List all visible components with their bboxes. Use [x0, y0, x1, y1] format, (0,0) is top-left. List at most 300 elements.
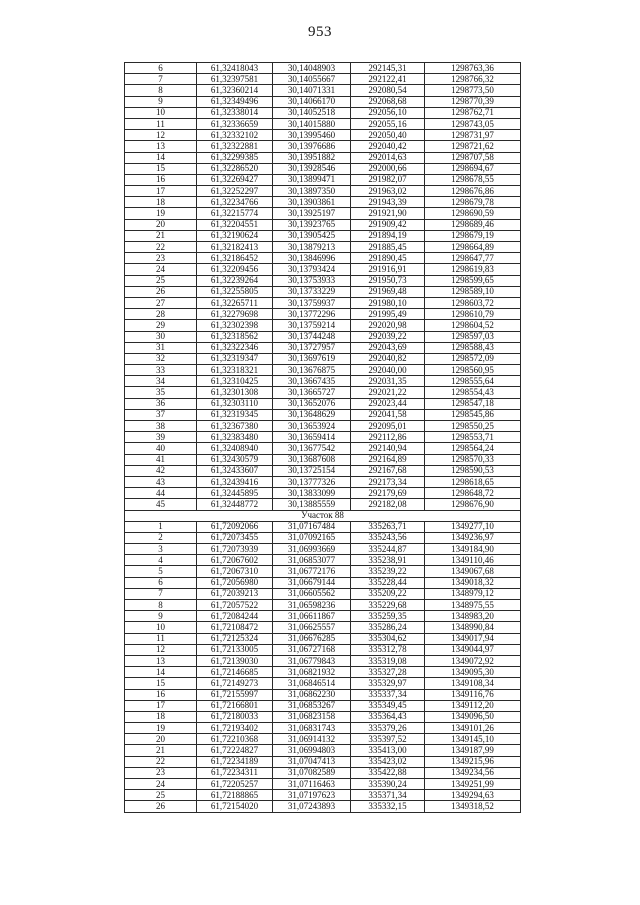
- latitude-cell: 61,32319347: [197, 353, 273, 364]
- table-row: [125, 723, 521, 734]
- latitude-cell: 61,72154020: [197, 801, 273, 812]
- x-coordinate-cell: 292145,31: [351, 63, 425, 74]
- x-coordinate-cell: 291963,02: [351, 186, 425, 197]
- x-coordinate-cell: 335238,91: [351, 555, 425, 566]
- point-number-cell: 6: [125, 577, 197, 588]
- longitude-cell: 31,06862230: [273, 689, 351, 700]
- latitude-cell: 61,32318562: [197, 331, 273, 342]
- y-coordinate-cell: 1298599,65: [425, 275, 521, 286]
- longitude-cell: 30,13653924: [273, 421, 351, 432]
- point-number-cell: 11: [125, 633, 197, 644]
- latitude-cell: 61,32265711: [197, 297, 273, 308]
- point-number-cell: 2: [125, 532, 197, 543]
- longitude-cell: 30,13846996: [273, 253, 351, 264]
- table-row: [125, 767, 521, 778]
- latitude-cell: 61,32301308: [197, 387, 273, 398]
- longitude-cell: 30,13744248: [273, 331, 351, 342]
- latitude-cell: 61,32439416: [197, 476, 273, 487]
- latitude-cell: 61,32303110: [197, 398, 273, 409]
- y-coordinate-cell: 1298664,89: [425, 242, 521, 253]
- y-coordinate-cell: 1298678,55: [425, 174, 521, 185]
- y-coordinate-cell: 1298763,36: [425, 63, 521, 74]
- table-row: [125, 745, 521, 756]
- table-row: [125, 163, 521, 174]
- longitude-cell: 30,13648629: [273, 409, 351, 420]
- longitude-cell: 30,13725154: [273, 465, 351, 476]
- x-coordinate-cell: 292040,82: [351, 353, 425, 364]
- point-number-cell: 10: [125, 622, 197, 633]
- x-coordinate-cell: 292000,66: [351, 163, 425, 174]
- latitude-cell: 61,72067310: [197, 566, 273, 577]
- x-coordinate-cell: 292122,41: [351, 74, 425, 85]
- x-coordinate-cell: 335312,78: [351, 644, 425, 655]
- latitude-cell: 61,72224827: [197, 745, 273, 756]
- longitude-cell: 30,13665727: [273, 387, 351, 398]
- x-coordinate-cell: 292023,44: [351, 398, 425, 409]
- latitude-cell: 61,32279698: [197, 309, 273, 320]
- y-coordinate-cell: 1349236,97: [425, 532, 521, 543]
- x-coordinate-cell: 335413,00: [351, 745, 425, 756]
- point-number-cell: 37: [125, 409, 197, 420]
- latitude-cell: 61,72193402: [197, 723, 273, 734]
- coordinates-table-body-plot-a: [125, 63, 521, 511]
- longitude-cell: 30,13652076: [273, 398, 351, 409]
- longitude-cell: 30,13677542: [273, 443, 351, 454]
- y-coordinate-cell: 1349044,97: [425, 644, 521, 655]
- table-row: [125, 286, 521, 297]
- y-coordinate-cell: 1298564,24: [425, 443, 521, 454]
- x-coordinate-cell: 291921,90: [351, 208, 425, 219]
- point-number-cell: 44: [125, 488, 197, 499]
- table-row: [125, 644, 521, 655]
- table-row: [125, 756, 521, 767]
- point-number-cell: 18: [125, 711, 197, 722]
- point-number-cell: 28: [125, 309, 197, 320]
- latitude-cell: 61,32383480: [197, 432, 273, 443]
- x-coordinate-cell: 335422,88: [351, 767, 425, 778]
- longitude-cell: 31,06611867: [273, 611, 351, 622]
- table-row: [125, 678, 521, 689]
- x-coordinate-cell: 291885,45: [351, 242, 425, 253]
- x-coordinate-cell: 335349,45: [351, 700, 425, 711]
- latitude-cell: 61,72188865: [197, 790, 273, 801]
- longitude-cell: 30,14071331: [273, 85, 351, 96]
- latitude-cell: 61,32286520: [197, 163, 273, 174]
- x-coordinate-cell: 291894,19: [351, 230, 425, 241]
- y-coordinate-cell: 1349116,76: [425, 689, 521, 700]
- table-row: [125, 130, 521, 141]
- y-coordinate-cell: 1349110,46: [425, 555, 521, 566]
- y-coordinate-cell: 1298588,43: [425, 342, 521, 353]
- x-coordinate-cell: 335319,08: [351, 655, 425, 666]
- latitude-cell: 61,72056980: [197, 577, 273, 588]
- y-coordinate-cell: 1349184,90: [425, 544, 521, 555]
- longitude-cell: 31,06853077: [273, 555, 351, 566]
- x-coordinate-cell: 335209,22: [351, 588, 425, 599]
- x-coordinate-cell: 292056,10: [351, 107, 425, 118]
- y-coordinate-cell: 1349101,26: [425, 723, 521, 734]
- latitude-cell: 61,72139030: [197, 655, 273, 666]
- y-coordinate-cell: 1298731,97: [425, 130, 521, 141]
- x-coordinate-cell: 291982,07: [351, 174, 425, 185]
- y-coordinate-cell: 1349277,10: [425, 521, 521, 532]
- table-row: [125, 230, 521, 241]
- point-number-cell: 39: [125, 432, 197, 443]
- y-coordinate-cell: 1298707,58: [425, 152, 521, 163]
- y-coordinate-cell: 1298597,03: [425, 331, 521, 342]
- y-coordinate-cell: 1298554,43: [425, 387, 521, 398]
- y-coordinate-cell: 1349096,50: [425, 711, 521, 722]
- latitude-cell: 61,32302398: [197, 320, 273, 331]
- table-row: [125, 801, 521, 812]
- latitude-cell: 61,72125324: [197, 633, 273, 644]
- x-coordinate-cell: 292182,08: [351, 499, 425, 510]
- table-row: [125, 600, 521, 611]
- table-row: [125, 331, 521, 342]
- latitude-cell: 61,32397581: [197, 74, 273, 85]
- table-row: [125, 711, 521, 722]
- longitude-cell: 31,06779843: [273, 655, 351, 666]
- point-number-cell: 17: [125, 700, 197, 711]
- table-row: [125, 521, 521, 532]
- longitude-cell: 30,13733229: [273, 286, 351, 297]
- point-number-cell: 9: [125, 96, 197, 107]
- y-coordinate-cell: 1298610,79: [425, 309, 521, 320]
- table-row: [125, 454, 521, 465]
- point-number-cell: 12: [125, 644, 197, 655]
- x-coordinate-cell: 335371,34: [351, 790, 425, 801]
- latitude-cell: 61,32190624: [197, 230, 273, 241]
- point-number-cell: 4: [125, 555, 197, 566]
- point-number-cell: 26: [125, 286, 197, 297]
- x-coordinate-cell: 292179,69: [351, 488, 425, 499]
- point-number-cell: 8: [125, 600, 197, 611]
- point-number-cell: 9: [125, 611, 197, 622]
- table-row: [125, 219, 521, 230]
- longitude-cell: 30,13727957: [273, 342, 351, 353]
- point-number-cell: 34: [125, 376, 197, 387]
- latitude-cell: 61,32299385: [197, 152, 273, 163]
- x-coordinate-cell: 291995,49: [351, 309, 425, 320]
- table-row: [125, 488, 521, 499]
- point-number-cell: 27: [125, 297, 197, 308]
- longitude-cell: 31,06772176: [273, 566, 351, 577]
- latitude-cell: 61,72155997: [197, 689, 273, 700]
- longitude-cell: 30,13879213: [273, 242, 351, 253]
- point-number-cell: 20: [125, 734, 197, 745]
- longitude-cell: 30,14055667: [273, 74, 351, 85]
- y-coordinate-cell: 1349251,99: [425, 779, 521, 790]
- latitude-cell: 61,72205257: [197, 779, 273, 790]
- y-coordinate-cell: 1298773,50: [425, 85, 521, 96]
- table-row: [125, 85, 521, 96]
- x-coordinate-cell: 335390,24: [351, 779, 425, 790]
- point-number-cell: 16: [125, 174, 197, 185]
- table-row: [125, 432, 521, 443]
- table-row: [125, 611, 521, 622]
- longitude-cell: 30,13833099: [273, 488, 351, 499]
- table-row: [125, 376, 521, 387]
- point-number-cell: 1: [125, 521, 197, 532]
- longitude-cell: 31,07082589: [273, 767, 351, 778]
- longitude-cell: 31,06823158: [273, 711, 351, 722]
- point-number-cell: 15: [125, 163, 197, 174]
- y-coordinate-cell: 1298676,86: [425, 186, 521, 197]
- longitude-cell: 31,07197623: [273, 790, 351, 801]
- x-coordinate-cell: 291916,91: [351, 264, 425, 275]
- table-row: [125, 700, 521, 711]
- table-row: [125, 566, 521, 577]
- longitude-cell: 30,13753933: [273, 275, 351, 286]
- table-row: [125, 465, 521, 476]
- point-number-cell: 19: [125, 723, 197, 734]
- x-coordinate-cell: 335239,22: [351, 566, 425, 577]
- x-coordinate-cell: 292080,54: [351, 85, 425, 96]
- table-row: [125, 63, 521, 74]
- longitude-cell: 30,13667435: [273, 376, 351, 387]
- y-coordinate-cell: 1298604,52: [425, 320, 521, 331]
- x-coordinate-cell: 292020,98: [351, 320, 425, 331]
- latitude-cell: 61,32445895: [197, 488, 273, 499]
- y-coordinate-cell: 1298770,39: [425, 96, 521, 107]
- y-coordinate-cell: 1298553,71: [425, 432, 521, 443]
- table-row: [125, 577, 521, 588]
- y-coordinate-cell: 1298648,72: [425, 488, 521, 499]
- point-number-cell: 5: [125, 566, 197, 577]
- x-coordinate-cell: 335229,68: [351, 600, 425, 611]
- table-row: [125, 689, 521, 700]
- x-coordinate-cell: 335327,28: [351, 667, 425, 678]
- x-coordinate-cell: 291909,42: [351, 219, 425, 230]
- longitude-cell: 31,06676285: [273, 633, 351, 644]
- x-coordinate-cell: 335259,35: [351, 611, 425, 622]
- longitude-cell: 30,13995460: [273, 130, 351, 141]
- point-number-cell: 25: [125, 275, 197, 286]
- longitude-cell: 31,07243893: [273, 801, 351, 812]
- latitude-cell: 61,72084244: [197, 611, 273, 622]
- latitude-cell: 61,32215774: [197, 208, 273, 219]
- point-number-cell: 25: [125, 790, 197, 801]
- latitude-cell: 61,72092066: [197, 521, 273, 532]
- latitude-cell: 61,32319345: [197, 409, 273, 420]
- table-row: [125, 141, 521, 152]
- point-number-cell: 20: [125, 219, 197, 230]
- table-row: [125, 242, 521, 253]
- point-number-cell: 36: [125, 398, 197, 409]
- longitude-cell: 31,06625557: [273, 622, 351, 633]
- y-coordinate-cell: 1298560,95: [425, 365, 521, 376]
- point-number-cell: 6: [125, 63, 197, 74]
- y-coordinate-cell: 1348990,84: [425, 622, 521, 633]
- longitude-cell: 30,14015880: [273, 118, 351, 129]
- x-coordinate-cell: 335263,71: [351, 521, 425, 532]
- y-coordinate-cell: 1298689,46: [425, 219, 521, 230]
- table-row: [125, 208, 521, 219]
- longitude-cell: 30,13905425: [273, 230, 351, 241]
- latitude-cell: 61,72210368: [197, 734, 273, 745]
- y-coordinate-cell: 1349234,56: [425, 767, 521, 778]
- latitude-cell: 61,72166801: [197, 700, 273, 711]
- latitude-cell: 61,32360214: [197, 85, 273, 96]
- latitude-cell: 61,32255805: [197, 286, 273, 297]
- latitude-cell: 61,72180033: [197, 711, 273, 722]
- table-row: [125, 544, 521, 555]
- latitude-cell: 61,32332102: [197, 130, 273, 141]
- table-row: [125, 532, 521, 543]
- y-coordinate-cell: 1298618,65: [425, 476, 521, 487]
- latitude-cell: 61,32209456: [197, 264, 273, 275]
- point-number-cell: 24: [125, 779, 197, 790]
- latitude-cell: 61,32239264: [197, 275, 273, 286]
- y-coordinate-cell: 1298547,18: [425, 398, 521, 409]
- y-coordinate-cell: 1298721,62: [425, 141, 521, 152]
- y-coordinate-cell: 1349067,68: [425, 566, 521, 577]
- point-number-cell: 33: [125, 365, 197, 376]
- x-coordinate-cell: 335379,26: [351, 723, 425, 734]
- y-coordinate-cell: 1349112,20: [425, 700, 521, 711]
- y-coordinate-cell: 1298647,77: [425, 253, 521, 264]
- table-row: [125, 275, 521, 286]
- latitude-cell: 61,32433607: [197, 465, 273, 476]
- table-row: [125, 421, 521, 432]
- table-row: [125, 309, 521, 320]
- x-coordinate-cell: 335423,02: [351, 756, 425, 767]
- longitude-cell: 30,13676875: [273, 365, 351, 376]
- y-coordinate-cell: 1298676,90: [425, 499, 521, 510]
- longitude-cell: 31,06846514: [273, 678, 351, 689]
- latitude-cell: 61,72039213: [197, 588, 273, 599]
- longitude-cell: 30,13759937: [273, 297, 351, 308]
- point-number-cell: 21: [125, 230, 197, 241]
- y-coordinate-cell: 1349215,96: [425, 756, 521, 767]
- point-number-cell: 26: [125, 801, 197, 812]
- longitude-cell: 30,13772296: [273, 309, 351, 320]
- point-number-cell: 13: [125, 141, 197, 152]
- point-number-cell: 45: [125, 499, 197, 510]
- longitude-cell: 30,13793424: [273, 264, 351, 275]
- latitude-cell: 61,72234189: [197, 756, 273, 767]
- point-number-cell: 38: [125, 421, 197, 432]
- latitude-cell: 61,32418043: [197, 63, 273, 74]
- table-row: [125, 74, 521, 85]
- point-number-cell: 22: [125, 242, 197, 253]
- longitude-cell: 30,13885559: [273, 499, 351, 510]
- x-coordinate-cell: 292021,22: [351, 387, 425, 398]
- x-coordinate-cell: 292140,94: [351, 443, 425, 454]
- point-number-cell: 41: [125, 454, 197, 465]
- x-coordinate-cell: 335304,62: [351, 633, 425, 644]
- x-coordinate-cell: 335243,56: [351, 532, 425, 543]
- latitude-cell: 61,32349496: [197, 96, 273, 107]
- point-number-cell: 23: [125, 767, 197, 778]
- point-number-cell: 16: [125, 689, 197, 700]
- longitude-cell: 30,13777326: [273, 476, 351, 487]
- y-coordinate-cell: 1349294,63: [425, 790, 521, 801]
- x-coordinate-cell: 292173,34: [351, 476, 425, 487]
- point-number-cell: 19: [125, 208, 197, 219]
- x-coordinate-cell: 292031,35: [351, 376, 425, 387]
- table-row: [125, 443, 521, 454]
- point-number-cell: 15: [125, 678, 197, 689]
- table-row: [125, 186, 521, 197]
- point-number-cell: 8: [125, 85, 197, 96]
- longitude-cell: 31,06994803: [273, 745, 351, 756]
- longitude-cell: 31,07047413: [273, 756, 351, 767]
- longitude-cell: 30,13897350: [273, 186, 351, 197]
- latitude-cell: 61,32408940: [197, 443, 273, 454]
- x-coordinate-cell: 292040,42: [351, 141, 425, 152]
- x-coordinate-cell: 292055,16: [351, 118, 425, 129]
- y-coordinate-cell: 1349318,52: [425, 801, 521, 812]
- point-number-cell: 40: [125, 443, 197, 454]
- x-coordinate-cell: 292112,86: [351, 432, 425, 443]
- longitude-cell: 31,06605562: [273, 588, 351, 599]
- y-coordinate-cell: 1348983,20: [425, 611, 521, 622]
- longitude-cell: 31,06727168: [273, 644, 351, 655]
- latitude-cell: 61,32318321: [197, 365, 273, 376]
- table-row: [125, 96, 521, 107]
- x-coordinate-cell: 335332,15: [351, 801, 425, 812]
- coordinates-table-body-plot-88: [125, 521, 521, 812]
- latitude-cell: 61,32430579: [197, 454, 273, 465]
- x-coordinate-cell: 292050,40: [351, 130, 425, 141]
- point-number-cell: 30: [125, 331, 197, 342]
- y-coordinate-cell: 1298555,64: [425, 376, 521, 387]
- x-coordinate-cell: 291969,48: [351, 286, 425, 297]
- x-coordinate-cell: 292041,58: [351, 409, 425, 420]
- y-coordinate-cell: 1298743,05: [425, 118, 521, 129]
- x-coordinate-cell: 291890,45: [351, 253, 425, 264]
- y-coordinate-cell: 1349108,34: [425, 678, 521, 689]
- longitude-cell: 30,13759214: [273, 320, 351, 331]
- table-row: [125, 353, 521, 364]
- latitude-cell: 61,72149273: [197, 678, 273, 689]
- x-coordinate-cell: 292164,89: [351, 454, 425, 465]
- section-header-row: [125, 510, 521, 521]
- table-row: [125, 499, 521, 510]
- latitude-cell: 61,72073455: [197, 532, 273, 543]
- longitude-cell: 30,13976686: [273, 141, 351, 152]
- longitude-cell: 31,06993669: [273, 544, 351, 555]
- longitude-cell: 31,06853267: [273, 700, 351, 711]
- table-row: [125, 197, 521, 208]
- section-header-row-group: [125, 510, 521, 521]
- point-number-cell: 35: [125, 387, 197, 398]
- longitude-cell: 30,13928546: [273, 163, 351, 174]
- latitude-cell: 61,72057522: [197, 600, 273, 611]
- latitude-cell: 61,32338014: [197, 107, 273, 118]
- table-row: [125, 476, 521, 487]
- x-coordinate-cell: 291980,10: [351, 297, 425, 308]
- point-number-cell: 22: [125, 756, 197, 767]
- longitude-cell: 30,13951882: [273, 152, 351, 163]
- latitude-cell: 61,32269427: [197, 174, 273, 185]
- table-row: [125, 409, 521, 420]
- table-row: [125, 387, 521, 398]
- table-row: [125, 555, 521, 566]
- x-coordinate-cell: 335244,87: [351, 544, 425, 555]
- point-number-cell: 7: [125, 588, 197, 599]
- table-row: [125, 790, 521, 801]
- table-row: [125, 253, 521, 264]
- x-coordinate-cell: 291943,39: [351, 197, 425, 208]
- latitude-cell: 61,72146685: [197, 667, 273, 678]
- y-coordinate-cell: 1298694,67: [425, 163, 521, 174]
- coordinates-table: [124, 62, 521, 813]
- point-number-cell: 23: [125, 253, 197, 264]
- longitude-cell: 30,13697619: [273, 353, 351, 364]
- point-number-cell: 43: [125, 476, 197, 487]
